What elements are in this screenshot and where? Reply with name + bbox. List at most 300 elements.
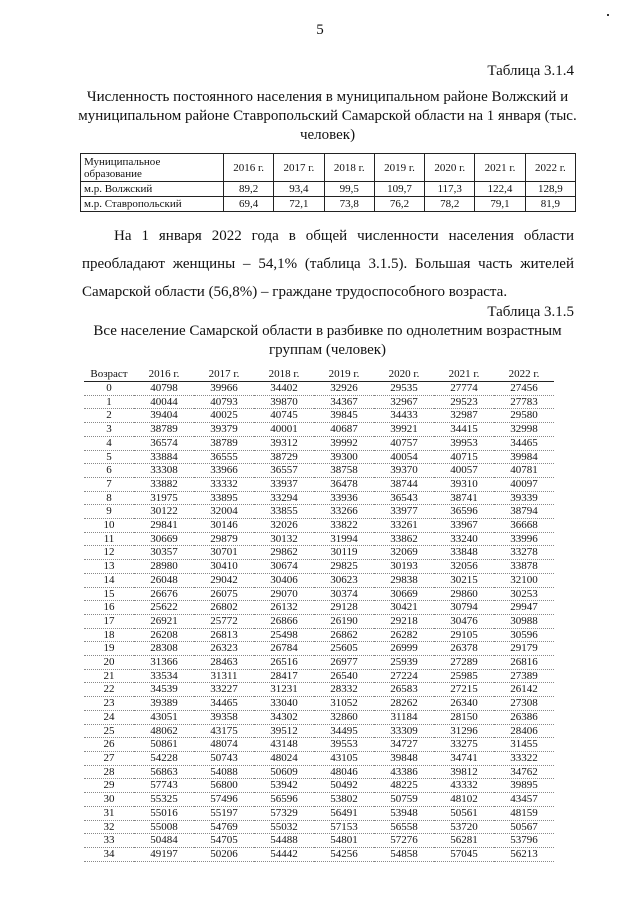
population-cell: 25772 [194,614,254,628]
table1-header-cell: 2022 г. [525,154,575,182]
table2-header-cell: Возраст [84,367,134,382]
population-cell: 27389 [494,669,554,683]
population-cell: 29070 [254,587,314,601]
population-cell: 50743 [194,751,254,765]
table2-row [84,382,554,396]
population-cell: 38741 [434,491,494,505]
table-caption-3-1-5: Таблица 3.1.5 [487,304,574,320]
age-cell: 19 [84,642,134,656]
population-cell: 50609 [254,765,314,779]
table1-row [81,182,576,197]
population-cell: 30476 [434,614,494,628]
table2-row [84,477,554,491]
population-cell: 26378 [434,642,494,656]
population-cell: 55325 [134,793,194,807]
population-cell: 27456 [494,382,554,396]
population-cell: 30132 [254,532,314,546]
population-cell: 34539 [134,683,194,697]
population-cell: 55016 [134,806,194,820]
age-cell: 0 [84,382,134,396]
population-cell: 33862 [374,532,434,546]
population-cell: 26048 [134,573,194,587]
population-cell: 54488 [254,834,314,848]
table2-row [84,628,554,642]
population-cell: 40745 [254,409,314,423]
age-cell: 7 [84,477,134,491]
population-cell: 40057 [434,464,494,478]
population-cell: 29535 [374,382,434,396]
population-cell: 29838 [374,573,434,587]
population-cell: 31184 [374,710,434,724]
population-cell: 33848 [434,546,494,560]
table1-cell: м.р. Ставропольский [81,197,224,212]
population-cell: 40798 [134,382,194,396]
population-cell: 29947 [494,601,554,615]
population-cell: 48102 [434,793,494,807]
age-cell: 2 [84,409,134,423]
population-cell: 38789 [134,423,194,437]
age-cell: 12 [84,546,134,560]
table1-cell: 93,4 [274,182,324,197]
age-cell: 18 [84,628,134,642]
population-cell: 50567 [494,820,554,834]
age-cell: 13 [84,560,134,574]
population-cell: 39966 [194,382,254,396]
population-cell: 32967 [374,395,434,409]
age-cell: 16 [84,601,134,615]
population-cell: 53796 [494,834,554,848]
age-cell: 21 [84,669,134,683]
population-cell: 40025 [194,409,254,423]
population-cell: 48159 [494,806,554,820]
population-cell: 48074 [194,738,254,752]
population-cell: 54769 [194,820,254,834]
population-cell: 43148 [254,738,314,752]
population-cell: 39553 [314,738,374,752]
population-cell: 30674 [254,560,314,574]
table2-row [84,601,554,615]
population-cell: 26866 [254,614,314,628]
table2-row [84,847,554,861]
population-cell: 30988 [494,614,554,628]
population-cell: 56281 [434,834,494,848]
population-cell: 33822 [314,519,374,533]
age-cell: 32 [84,820,134,834]
table1-cell: 81,9 [525,197,575,212]
table2-header-row [84,367,554,382]
population-cell: 36668 [494,519,554,533]
population-cell: 54801 [314,834,374,848]
population-cell: 33967 [434,519,494,533]
population-cell: 34367 [314,395,374,409]
table2-row [84,697,554,711]
population-cell: 50484 [134,834,194,848]
population-cell: 25605 [314,642,374,656]
table2-row [84,436,554,450]
population-cell: 32100 [494,573,554,587]
population-cell: 27774 [434,382,494,396]
population-cell: 26816 [494,656,554,670]
population-cell: 55008 [134,820,194,834]
population-cell: 34762 [494,765,554,779]
age-cell: 31 [84,806,134,820]
population-cell: 26282 [374,628,434,642]
population-cell: 33936 [314,491,374,505]
table2-row [84,573,554,587]
population-cell: 39339 [494,491,554,505]
population-cell: 32026 [254,519,314,533]
population-cell: 29179 [494,642,554,656]
table2-title: Все население Самарской области в разбивке по однолетним возрастным группам (человек) [93,323,562,358]
table2-row [84,820,554,834]
population-cell: 33534 [134,669,194,683]
population-cell: 31231 [254,683,314,697]
table2-body [84,382,554,862]
population-cell: 32860 [314,710,374,724]
population-cell: 31994 [314,532,374,546]
population-cell: 26323 [194,642,254,656]
table1-header-cell: 2021 г. [475,154,525,182]
population-cell: 30623 [314,573,374,587]
population-cell: 26862 [314,628,374,642]
table2-row [84,532,554,546]
population-cell: 49197 [134,847,194,861]
age-cell: 10 [84,519,134,533]
population-cell: 50759 [374,793,434,807]
population-cell: 28308 [134,642,194,656]
population-cell: 40001 [254,423,314,437]
population-cell: 50561 [434,806,494,820]
population-cell: 27215 [434,683,494,697]
population-cell: 36478 [314,477,374,491]
population-cell: 43105 [314,751,374,765]
population-cell: 33878 [494,560,554,574]
table1-cell: м.р. Волжский [81,182,224,197]
population-cell: 36557 [254,464,314,478]
table2-row [84,450,554,464]
population-cell: 33227 [194,683,254,697]
population-cell: 36596 [434,505,494,519]
population-cell: 56863 [134,765,194,779]
population-cell: 29042 [194,573,254,587]
table1-cell: 117,3 [425,182,475,197]
population-cell: 38744 [374,477,434,491]
population-cell: 26784 [254,642,314,656]
population-cell: 26583 [374,683,434,697]
population-cell: 39512 [254,724,314,738]
population-cell: 28463 [194,656,254,670]
population-cell: 36574 [134,436,194,450]
population-cell: 39895 [494,779,554,793]
population-cell: 40793 [194,395,254,409]
population-cell: 34465 [494,436,554,450]
age-cell: 20 [84,656,134,670]
table2-header-cell: 2019 г. [314,367,374,382]
population-cell: 33275 [434,738,494,752]
table2-row [84,587,554,601]
population-cell: 39870 [254,395,314,409]
population-cell: 53802 [314,793,374,807]
municipal-population-table [80,153,576,212]
population-cell: 31975 [134,491,194,505]
population-cell: 30669 [134,532,194,546]
population-cell: 27308 [494,697,554,711]
paragraph-text: На 1 января 2022 года в общей численности населения области преобладают женщины – 54,1% (таблица 3.1.5). Большая часть жителей Самарской области (56,8%) – граждане трудоспособного возраста. [82,228,574,300]
population-cell: 33309 [374,724,434,738]
population-cell: 56558 [374,820,434,834]
table1-cell: 99,5 [324,182,374,197]
population-cell: 25985 [434,669,494,683]
population-cell: 30410 [194,560,254,574]
population-cell: 39921 [374,423,434,437]
table2-row [84,751,554,765]
population-cell: 25939 [374,656,434,670]
population-cell: 29218 [374,614,434,628]
table2-row [84,395,554,409]
age-cell: 26 [84,738,134,752]
population-cell: 32069 [374,546,434,560]
population-cell: 57153 [314,820,374,834]
table1-title: Численность постоянного населения в муниципальном районе Волжский и муниципальном районе Ставропольский Самарской области на 1 января (тыс. человек) [78,89,577,143]
population-cell: 40054 [374,450,434,464]
population-cell: 39370 [374,464,434,478]
age-cell: 8 [84,491,134,505]
population-cell: 31455 [494,738,554,752]
population-cell: 56213 [494,847,554,861]
population-cell: 31296 [434,724,494,738]
population-cell: 34741 [434,751,494,765]
population-cell: 39310 [434,477,494,491]
population-cell: 30122 [134,505,194,519]
table1-cell: 122,4 [475,182,525,197]
population-cell: 39845 [314,409,374,423]
population-cell: 36555 [194,450,254,464]
population-cell: 43051 [134,710,194,724]
body-paragraph [82,222,574,306]
table2-row [84,505,554,519]
population-cell: 26999 [374,642,434,656]
population-cell: 57743 [134,779,194,793]
population-cell: 29825 [314,560,374,574]
table2-header-cell: 2022 г. [494,367,554,382]
table-caption-3-1-4: Таблица 3.1.4 [487,63,574,79]
age-cell: 11 [84,532,134,546]
population-cell: 48024 [254,751,314,765]
population-cell: 39953 [434,436,494,450]
age-cell: 30 [84,793,134,807]
population-cell: 54442 [254,847,314,861]
age-cell: 24 [84,710,134,724]
population-cell: 29105 [434,628,494,642]
table2-row [84,834,554,848]
population-cell: 29862 [254,546,314,560]
population-cell: 33855 [254,505,314,519]
population-cell: 29523 [434,395,494,409]
table2-header-cell: 2017 г. [194,367,254,382]
population-cell: 26208 [134,628,194,642]
population-cell: 34302 [254,710,314,724]
population-cell: 33882 [134,477,194,491]
table2-row [84,738,554,752]
population-cell: 30146 [194,519,254,533]
population-cell: 30406 [254,573,314,587]
population-cell: 28262 [374,697,434,711]
population-cell: 33937 [254,477,314,491]
table1-header-cell: Муниципальное образование [81,154,224,182]
population-cell: 57496 [194,793,254,807]
age-groups-table [84,367,554,862]
table1-cell: 109,7 [374,182,424,197]
population-cell: 33040 [254,697,314,711]
population-cell: 26516 [254,656,314,670]
table2-row [84,560,554,574]
age-cell: 33 [84,834,134,848]
table1-header-cell: 2017 г. [274,154,324,182]
population-cell: 26386 [494,710,554,724]
table2-row [84,642,554,656]
age-cell: 9 [84,505,134,519]
age-cell: 14 [84,573,134,587]
population-cell: 38789 [194,436,254,450]
population-cell: 39389 [134,697,194,711]
population-cell: 40687 [314,423,374,437]
population-cell: 50861 [134,738,194,752]
table2-row [84,409,554,423]
age-cell: 27 [84,751,134,765]
population-cell: 29128 [314,601,374,615]
age-cell: 25 [84,724,134,738]
table1-header-cell: 2019 г. [374,154,424,182]
table2-row [84,491,554,505]
population-cell: 27289 [434,656,494,670]
age-cell: 3 [84,423,134,437]
table2-row [84,724,554,738]
population-cell: 50206 [194,847,254,861]
table1-header-cell: 2018 г. [324,154,374,182]
population-cell: 29860 [434,587,494,601]
population-cell: 26676 [134,587,194,601]
population-cell: 33266 [314,505,374,519]
age-cell: 29 [84,779,134,793]
table2-row [84,614,554,628]
population-cell: 25498 [254,628,314,642]
population-cell: 31366 [134,656,194,670]
population-cell: 28332 [314,683,374,697]
age-cell: 6 [84,464,134,478]
population-cell: 26540 [314,669,374,683]
population-cell: 39300 [314,450,374,464]
population-cell: 30669 [374,587,434,601]
population-cell: 32987 [434,409,494,423]
population-cell: 25622 [134,601,194,615]
population-cell: 28150 [434,710,494,724]
population-cell: 43457 [494,793,554,807]
table2-row [84,656,554,670]
population-cell: 39848 [374,751,434,765]
population-cell: 39312 [254,436,314,450]
age-cell: 22 [84,683,134,697]
table2-row [84,519,554,533]
population-cell: 33884 [134,450,194,464]
table2-header-cell: 2020 г. [374,367,434,382]
population-cell: 40781 [494,464,554,478]
population-cell: 33308 [134,464,194,478]
population-cell: 33996 [494,532,554,546]
population-cell: 30357 [134,546,194,560]
population-cell: 33294 [254,491,314,505]
population-cell: 34433 [374,409,434,423]
table1-cell: 128,9 [525,182,575,197]
population-cell: 34402 [254,382,314,396]
table1-cell: 76,2 [374,197,424,212]
population-cell: 43332 [434,779,494,793]
table1-header-cell: 2020 г. [425,154,475,182]
table1-cell: 79,1 [475,197,525,212]
age-cell: 34 [84,847,134,861]
population-cell: 53948 [374,806,434,820]
population-cell: 39404 [134,409,194,423]
population-cell: 27224 [374,669,434,683]
table2-header-cell: 2018 г. [254,367,314,382]
population-cell: 56800 [194,779,254,793]
population-cell: 33332 [194,477,254,491]
population-cell: 32056 [434,560,494,574]
population-cell: 33240 [434,532,494,546]
population-cell: 50492 [314,779,374,793]
population-cell: 54088 [194,765,254,779]
population-cell: 28417 [254,669,314,683]
population-cell: 57276 [374,834,434,848]
population-cell: 56596 [254,793,314,807]
age-cell: 28 [84,765,134,779]
table2-row [84,423,554,437]
age-cell: 1 [84,395,134,409]
table2-row [84,765,554,779]
age-cell: 23 [84,697,134,711]
population-cell: 34727 [374,738,434,752]
table1-row [81,197,576,212]
population-cell: 39984 [494,450,554,464]
table1-cell: 89,2 [224,182,274,197]
population-cell: 26813 [194,628,254,642]
population-cell: 39379 [194,423,254,437]
population-cell: 33895 [194,491,254,505]
population-cell: 33278 [494,546,554,560]
population-cell: 30193 [374,560,434,574]
population-cell: 54256 [314,847,374,861]
population-cell: 34465 [194,697,254,711]
population-cell: 31052 [314,697,374,711]
population-cell: 54858 [374,847,434,861]
population-cell: 54228 [134,751,194,765]
population-cell: 56491 [314,806,374,820]
population-cell: 34415 [434,423,494,437]
population-cell: 39812 [434,765,494,779]
table2-row [84,546,554,560]
population-cell: 39358 [194,710,254,724]
population-cell: 28980 [134,560,194,574]
age-cell: 15 [84,587,134,601]
population-cell: 26132 [254,601,314,615]
table2-row [84,464,554,478]
population-cell: 31311 [194,669,254,683]
population-cell: 38758 [314,464,374,478]
table1-cell: 72,1 [274,197,324,212]
table1-cell: 69,4 [224,197,274,212]
population-cell: 39992 [314,436,374,450]
table2-row [84,779,554,793]
population-cell: 26921 [134,614,194,628]
